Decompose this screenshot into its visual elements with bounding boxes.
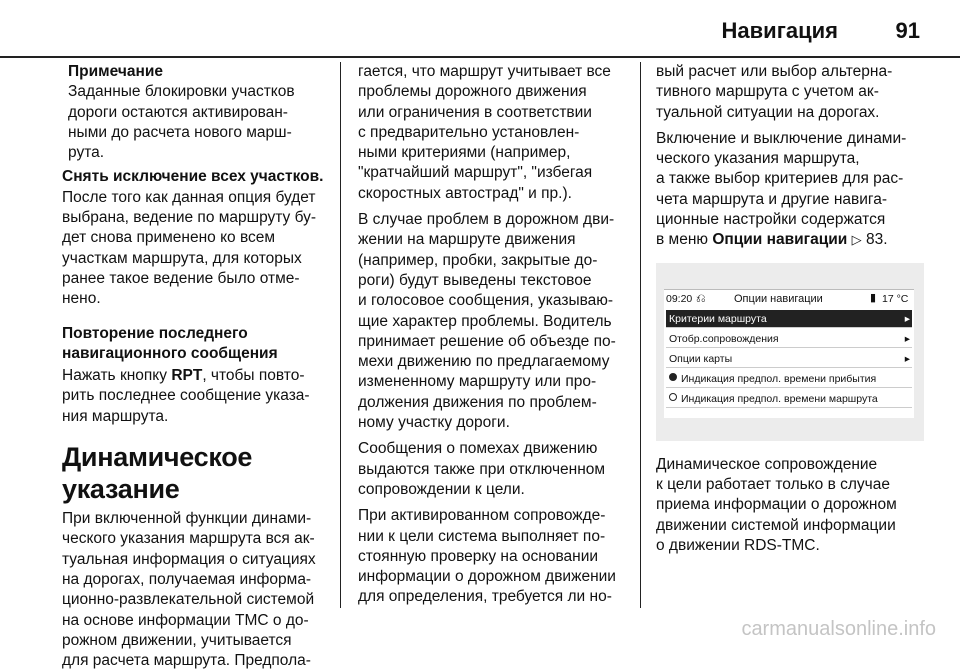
- chevron-right-icon: ▸: [904, 332, 910, 345]
- text-line: с предварительно установлен-: [358, 123, 580, 141]
- text-line: к цели работает только в случае: [656, 475, 890, 493]
- text-line: Динамическое сопровождение: [656, 455, 878, 473]
- radio-route-time[interactable]: [666, 390, 912, 408]
- note-title: Примечание: [68, 63, 163, 80]
- text-line: нии к цели система выполняет по-: [358, 527, 606, 545]
- section-clear-exclusions: [62, 167, 324, 309]
- text-line: ческого указания маршрута вся ак-: [62, 530, 315, 548]
- text-line: выбрана, ведение по маршруту бу-: [62, 209, 317, 227]
- text-line: щие характер проблемы. Водитель: [358, 312, 612, 330]
- text-line: тивного маршрута с учетом ак-: [656, 83, 879, 101]
- menu-item-label: Отобр.сопровождения: [669, 332, 779, 345]
- text-line: измененному маршруту или про-: [358, 373, 597, 391]
- text-line: ционные настройки содержатся: [656, 211, 886, 229]
- text-line: для расчета маршрута. Предпола-: [62, 652, 311, 670]
- menu-item-map-options[interactable]: [666, 350, 912, 368]
- paragraph: [358, 210, 626, 433]
- text-line: стоянную проверку на основании: [358, 547, 599, 565]
- thermometer-icon: ▮: [870, 291, 877, 304]
- chapter-title: Навигация: [721, 18, 838, 43]
- paragraph: [358, 506, 626, 607]
- page-ref-arrow-icon: ▷: [851, 232, 862, 248]
- nav-options-screen: [664, 289, 914, 418]
- text-line: Включение и выключение динами-: [656, 129, 907, 147]
- text-line: движении системой информации: [656, 516, 896, 534]
- subheading: Снять исключение всех участков.: [62, 168, 324, 186]
- text-line: приема информации о дорожном: [656, 496, 897, 514]
- column-1: [62, 62, 324, 671]
- text-run: в меню: [656, 231, 713, 249]
- text-line: В случае проблем в дорожном дви-: [358, 211, 615, 229]
- chevron-right-icon: ▸: [904, 352, 910, 365]
- text-line: (например, пробки, закрытые до-: [358, 251, 598, 269]
- section-repeat-message: [62, 366, 324, 427]
- column-divider: [640, 62, 641, 608]
- subheading-line: навигационного сообщения: [62, 344, 278, 362]
- note-line: дороги остаются активирован-: [68, 103, 288, 121]
- text-line: мехи движению по предлагаемому: [358, 353, 610, 371]
- radio-selected-icon: [669, 373, 677, 381]
- text-line: ния маршрута.: [62, 407, 169, 425]
- section-heading: Динамическое указание: [62, 442, 253, 505]
- text-line: на дорогах, получаемая информа-: [62, 570, 312, 588]
- radio-label: Индикация предпол. времени прибытия: [681, 372, 877, 385]
- paragraph: [656, 62, 924, 123]
- column-2: [358, 62, 626, 614]
- text-line: жении на маршруте движения: [358, 231, 576, 249]
- text-line: При включенной функции динами-: [62, 510, 312, 528]
- menu-item-guidance-display[interactable]: [666, 330, 912, 348]
- text-line: [62, 366, 324, 386]
- note-line: Заданные блокировки участков: [68, 83, 295, 101]
- note-line: ными до расчета нового марш-: [68, 123, 292, 141]
- text-run: , чтобы повто-: [202, 367, 305, 385]
- screenshot-figure: [656, 263, 924, 441]
- screen-temperature: 17 °C: [882, 292, 909, 305]
- subheading: [62, 324, 324, 365]
- text-line: ционно-развлекательной системой: [62, 591, 315, 609]
- page-ref: 83.: [861, 231, 888, 249]
- text-line: для определения, требуется ли но-: [358, 588, 612, 606]
- page-number: 91: [895, 18, 920, 43]
- rpt-key-label: RPT: [171, 367, 203, 385]
- text-line: ному участку дороги.: [358, 414, 510, 432]
- text-line: скоростных автострад" и пр.).: [358, 184, 572, 202]
- text-line: о движении RDS-TMC.: [656, 536, 820, 554]
- text-line: При активированном сопровожде-: [358, 507, 606, 525]
- text-line: вый расчет или выбор альтерна-: [656, 63, 893, 80]
- text-line: нено.: [62, 290, 101, 308]
- menu-name: Опции навигации: [712, 231, 848, 249]
- text-line: После того как данная опция будет: [62, 188, 316, 206]
- text-line: принимает решение об объезде по-: [358, 332, 616, 350]
- text-line: а также выбор критериев для рас-: [656, 170, 904, 188]
- text-line: чета маршрута и другие навига-: [656, 190, 888, 208]
- text-line: на основе информации ТМС о до-: [62, 611, 309, 629]
- text-line: рожном движении, учитывается: [62, 631, 292, 649]
- text-line: выдаются также при отключенном: [358, 460, 606, 478]
- radio-unselected-icon: [669, 393, 677, 401]
- section-body: [62, 509, 324, 671]
- column-divider: [340, 62, 341, 608]
- text-line: рить последнее сообщение указа-: [62, 387, 310, 405]
- text-line: и голосовое сообщения, указываю-: [358, 292, 614, 310]
- column-3: [656, 62, 924, 562]
- paragraph: [656, 455, 924, 556]
- subheading-line: Повторение последнего: [62, 324, 248, 342]
- text-line: гается, что маршрут учитывает все: [358, 63, 611, 80]
- text-line: сопровождении к цели.: [358, 480, 525, 498]
- back-icon: ⎌: [696, 290, 706, 305]
- text-line: информации о дорожном движении: [358, 568, 616, 586]
- screen-clock: 09:20: [666, 292, 693, 305]
- paragraph: [358, 62, 626, 204]
- paragraph: [656, 129, 924, 251]
- text-run: Нажать кнопку: [62, 367, 172, 385]
- menu-item-label: Критерии маршрута: [669, 312, 767, 325]
- menu-item-label: Опции карты: [669, 352, 733, 365]
- radio-label: Индикация предпол. времени маршрута: [681, 392, 878, 405]
- text-line: Сообщения о помехах движению: [358, 440, 598, 458]
- chevron-right-icon: ▸: [904, 312, 910, 325]
- note-box: [62, 62, 324, 163]
- text-line: роги) будут выведены текстовое: [358, 271, 592, 289]
- text-line: ческого указания маршрута,: [656, 150, 860, 168]
- menu-item-route-criteria[interactable]: [666, 310, 912, 328]
- note-line: рута.: [68, 144, 105, 162]
- text-line: [656, 230, 924, 250]
- text-line: "кратчайший маршрут", "избегая: [358, 164, 593, 182]
- text-line: проблемы дорожного движения: [358, 83, 587, 101]
- text-line: дет снова применено ко всем: [62, 229, 276, 247]
- text-line: ранее такое ведение было отме-: [62, 269, 300, 287]
- screen-title: Опции навигации: [734, 292, 823, 305]
- screen-header: [664, 290, 914, 308]
- page-header: [0, 0, 960, 58]
- paragraph: [358, 439, 626, 500]
- text-line: туальной ситуации на дорогах.: [656, 103, 880, 121]
- site-watermark: carmanualsonline.info: [741, 618, 936, 640]
- text-line: участкам маршрута, для которых: [62, 249, 302, 267]
- radio-arrival-time[interactable]: [666, 370, 912, 388]
- text-line: туальная информация о ситуациях: [62, 550, 316, 568]
- text-line: ными критериями (например,: [358, 144, 571, 162]
- text-line: или ограничения в соответствии: [358, 103, 592, 121]
- text-line: должения движения по проблем-: [358, 393, 597, 411]
